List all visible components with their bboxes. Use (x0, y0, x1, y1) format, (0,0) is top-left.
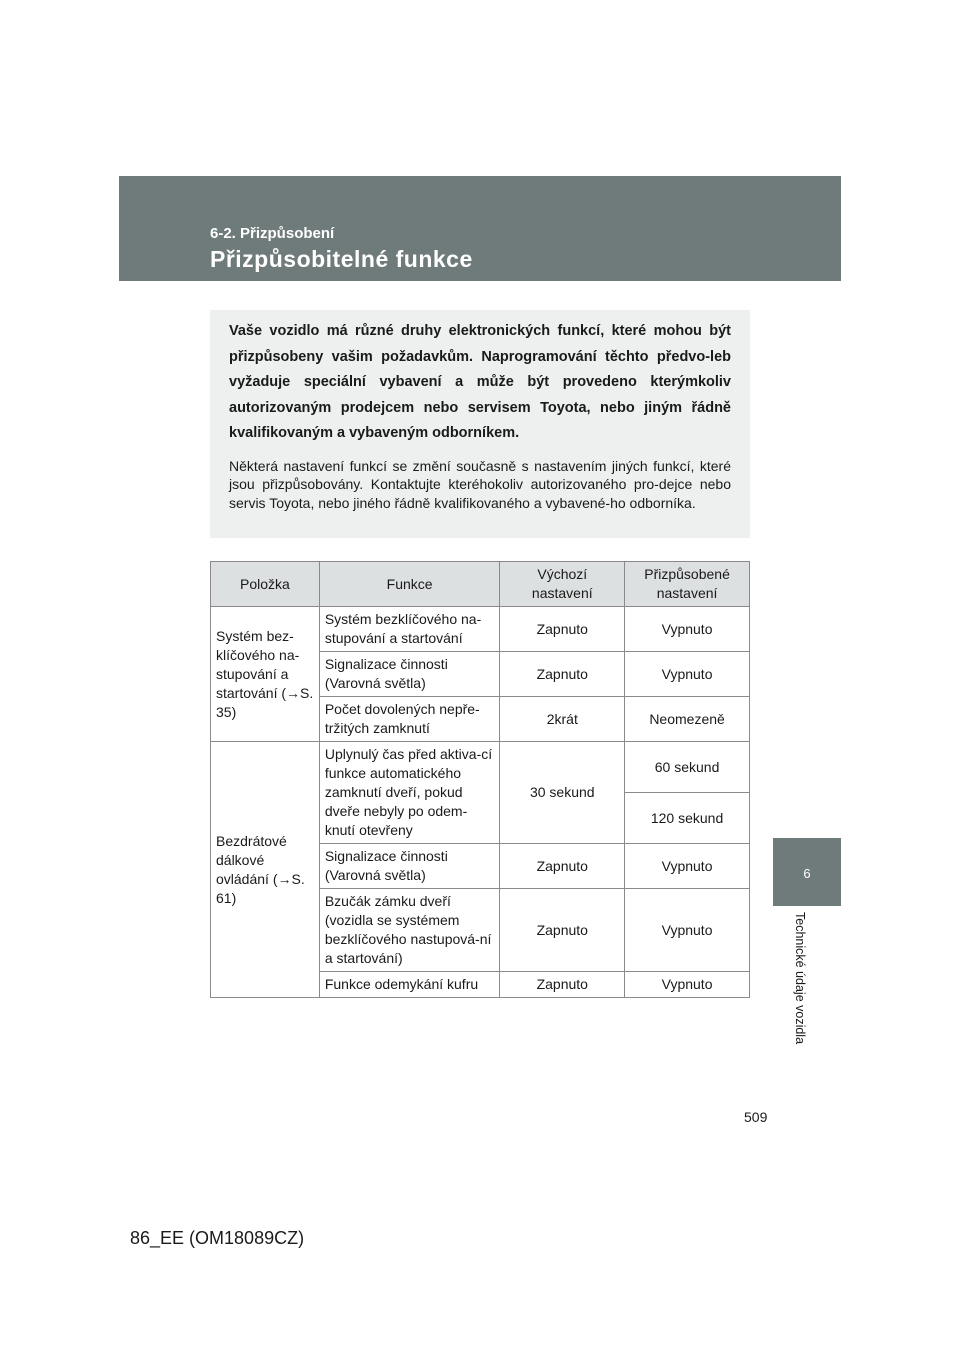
custom-cell: Vypnuto (625, 652, 750, 697)
function-cell: Uplynulý čas před aktiva-cí funkce automatického zamknutí dveří, pokud dveře nebyly po odem-knutí otevřeny (319, 742, 500, 844)
default-cell: 30 sekund (500, 742, 625, 844)
intro-normal-paragraph: Některá nastavení funkcí se změní současně s nastavením jiných funkcí, které jsou přizpůsobovány. Kontaktujte kteréhokoliv autorizovaného pro-dejce nebo servis Toyota, nebo jiného řádně kvalifikovaného a vybavené-ho odborníka. (229, 457, 731, 511)
default-cell: Zapnuto (500, 652, 625, 697)
default-cell: Zapnuto (500, 972, 625, 998)
header-custom: Přizpůsobené nastavení (625, 562, 750, 607)
item-remote: Bezdrátové dálkové ovládání (→S. 61) (211, 742, 320, 998)
settings-table (210, 561, 750, 998)
table-row (211, 607, 750, 652)
page-number: 509 (744, 1109, 768, 1125)
intro-box (210, 310, 750, 538)
custom-cell: Vypnuto (625, 889, 750, 972)
document-code: 86_EE (OM18089CZ) (130, 1228, 305, 1248)
default-cell: Zapnuto (500, 889, 625, 972)
header-item: Položka (211, 562, 320, 607)
default-cell: 2krát (500, 697, 625, 742)
chapter-tab (773, 838, 841, 906)
function-cell: Počet dovolených nepře-tržitých zamknutí (319, 697, 500, 742)
header-band (119, 176, 841, 281)
custom-cell: Vypnuto (625, 844, 750, 889)
item-keyless: Systém bez-klíčového na-stupování a startování (→S. 35) (211, 607, 320, 742)
custom-cell: 120 sekund (625, 793, 750, 844)
page-title: Přizpůsobitelné funkce (210, 246, 473, 272)
custom-cell: 60 sekund (625, 742, 750, 793)
chapter-caption: Technické údaje vozidla (793, 912, 807, 1045)
function-cell: Signalizace činnosti (Varovná světla) (319, 652, 500, 697)
function-cell: Systém bezklíčového na-stupování a startování (319, 607, 500, 652)
default-cell: Zapnuto (500, 844, 625, 889)
custom-cell: Neomezeně (625, 697, 750, 742)
function-cell: Bzučák zámku dveří (vozidla se systémem bezklíčového nastupová-ní a startování) (319, 889, 500, 972)
table-row (211, 742, 750, 793)
table-header-row (211, 562, 750, 607)
function-cell: Funkce odemykání kufru (319, 972, 500, 998)
intro-bold-paragraph: Vaše vozidlo má různé druhy elektronických funkcí, které mohou být přizpůsobeny vašim požadavkům. Naprogramování těchto předvo-leb vyžaduje speciální vybavení a může být provedeno kterýmkoliv autorizovaným prodejcem nebo servisem Toyota, nebo jiným řádně kvalifikovaným a vybaveným odborníkem. (229, 323, 731, 441)
header-default: Výchozí nastavení (500, 562, 625, 607)
function-cell: Signalizace činnosti (Varovná světla) (319, 844, 500, 889)
custom-cell: Vypnuto (625, 607, 750, 652)
custom-cell: Vypnuto (625, 972, 750, 998)
default-cell: Zapnuto (500, 607, 625, 652)
chapter-number: 6 (803, 866, 811, 881)
section-label: 6-2. Přizpůsobení (210, 225, 335, 242)
header-function: Funkce (319, 562, 500, 607)
